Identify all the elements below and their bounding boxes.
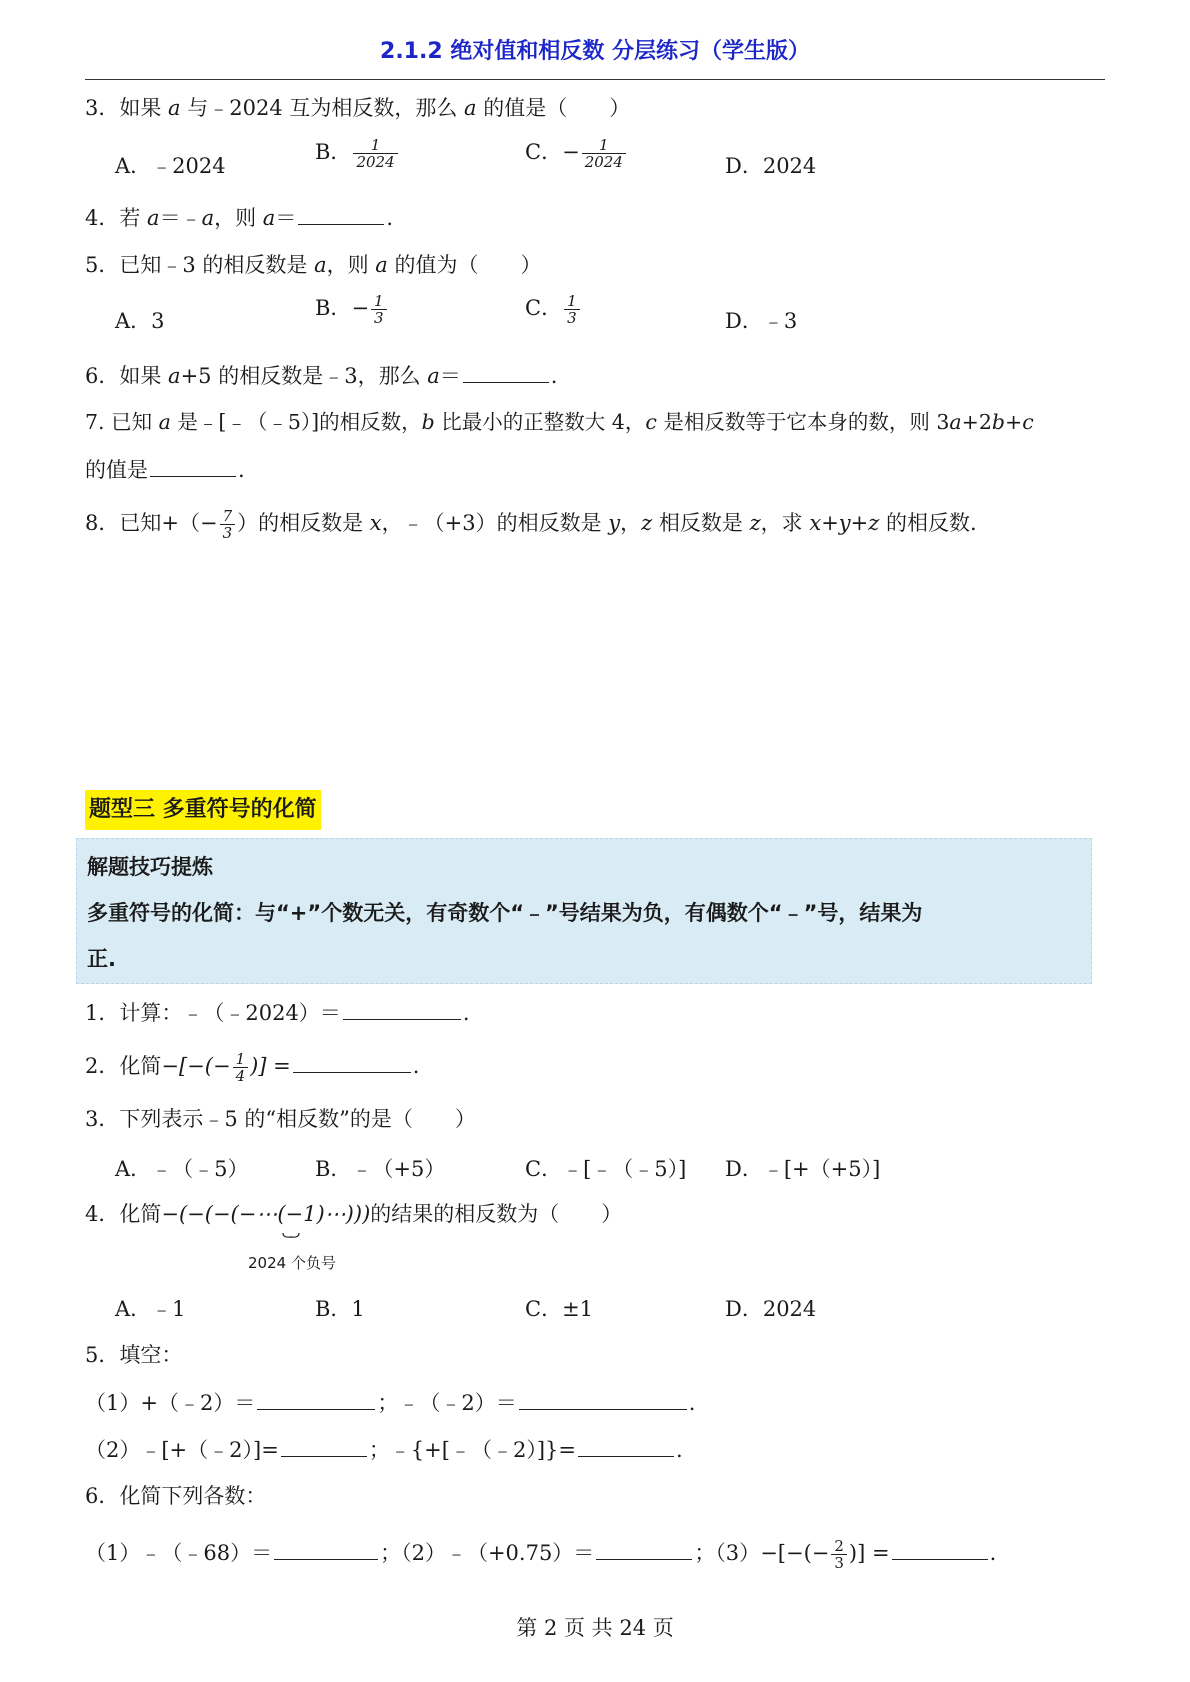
q5-option-c: C． $\frac{1}{3}$ bbox=[525, 292, 582, 326]
q4-answer-blank[interactable] bbox=[298, 202, 384, 225]
section-title: 题型三 多重符号的化简 bbox=[85, 790, 321, 830]
section3-question-3: 3．下列表示﹣5 的“相反数”的是（ ） bbox=[85, 1107, 476, 1131]
tip-line-2: 正. bbox=[87, 947, 116, 971]
s6-blank-1[interactable] bbox=[274, 1537, 378, 1560]
q3-option-a: A．﹣2024 bbox=[115, 154, 226, 178]
section3-question-5: 5．填空： bbox=[85, 1343, 183, 1367]
question-3: 3．如果 a 与﹣2024 互为相反数，那么 a 的值是（ ） bbox=[85, 96, 631, 120]
s3-option-c: C．﹣[﹣（﹣5）] bbox=[525, 1157, 687, 1181]
question-7-line-2: 的值是 . bbox=[85, 454, 245, 485]
s5-line-1: （1）+（﹣2）＝ ；﹣（﹣2）＝ . bbox=[85, 1387, 695, 1418]
underbrace-label: 2024 个负号 bbox=[248, 1254, 336, 1272]
q5-option-b: B．− $\frac{1}{3}$ bbox=[315, 292, 389, 326]
s6-blank-3[interactable] bbox=[892, 1537, 988, 1560]
q5-option-a: A．3 bbox=[115, 309, 165, 333]
question-6: 6．如果 a+5 的相反数是﹣3，那么 a＝ . bbox=[85, 360, 557, 391]
q5-option-d: D．﹣3 bbox=[725, 309, 798, 333]
s4-option-d: D．2024 bbox=[725, 1297, 817, 1321]
q7-answer-blank[interactable] bbox=[150, 454, 236, 477]
section3-question-2: 2．化简−[−(− $\frac{1}{4}$ )] = . bbox=[85, 1050, 420, 1085]
s6-blank-2[interactable] bbox=[596, 1537, 692, 1560]
question-7: 7. 已知 a 是﹣[﹣（﹣5）]的相反数，b 比最小的正整数大 4，c 是相反数等于它本身的数，则 3a+2b+c bbox=[85, 410, 1034, 434]
s4-option-b: B．1 bbox=[315, 1297, 365, 1321]
page-footer: 第 2 页 共 24 页 bbox=[516, 1616, 674, 1640]
section3-question-4: 4．化简−(−(−(−⋯(−1)⋯)))的结果的相反数为（ ） bbox=[85, 1202, 623, 1226]
header-title: 2.1.2 绝对值和相反数 分层练习（学生版） bbox=[380, 39, 810, 64]
s5-blank-1[interactable] bbox=[257, 1387, 375, 1410]
s3-option-a: A．﹣（﹣5） bbox=[115, 1157, 249, 1181]
q6-answer-blank[interactable] bbox=[463, 360, 549, 383]
s4-option-c: C．±1 bbox=[525, 1297, 594, 1321]
tip-box bbox=[76, 838, 1092, 984]
s5-blank-2[interactable] bbox=[519, 1387, 687, 1410]
tip-line-1: 多重符号的化简：与“+”个数无关，有奇数个“﹣”号结果为负，有偶数个“﹣”号，结果为 bbox=[87, 901, 923, 925]
s4-option-a: A．﹣1 bbox=[115, 1297, 186, 1321]
tip-title: 解题技巧提炼 bbox=[87, 855, 213, 879]
question-8: 8．已知+（− $\frac{7}{3}$ ）的相反数是 x，﹣（+3）的相反数是 y，z 相反数是 z，求 x+y+z 的相反数. bbox=[85, 507, 977, 542]
q3-option-b: B． $\frac{1}{2024}$ bbox=[315, 136, 400, 170]
underbrace-icon bbox=[282, 1232, 300, 1242]
question-5: 5．已知﹣3 的相反数是 a，则 a 的值为（ ） bbox=[85, 253, 542, 277]
header-rule bbox=[85, 79, 1105, 80]
s5-blank-4[interactable] bbox=[578, 1434, 674, 1457]
s3-option-d: D．﹣[+（+5）] bbox=[725, 1157, 881, 1181]
q3-option-c: C．− $\frac{1}{2024}$ bbox=[525, 136, 628, 170]
s5-blank-3[interactable] bbox=[281, 1434, 367, 1457]
s2-answer-blank[interactable] bbox=[293, 1050, 411, 1073]
s5-line-2: （2）﹣[+（﹣2）]= ；﹣{+[﹣（﹣2）]}= . bbox=[85, 1434, 683, 1465]
section3-question-6: 6．化简下列各数： bbox=[85, 1484, 267, 1508]
section3-question-1: 1．计算：﹣（﹣2024）＝ . bbox=[85, 997, 470, 1028]
s1-answer-blank[interactable] bbox=[343, 997, 461, 1020]
q3-option-d: D．2024 bbox=[725, 154, 817, 178]
s6-parts: （1）﹣（﹣68）＝ ；（2）﹣（+0.75）＝ ；（3）−[−(− $\frac{2}{3}$ )] = . bbox=[85, 1537, 997, 1572]
s3-option-b: B．﹣（+5） bbox=[315, 1157, 446, 1181]
question-4: 4．若 a＝﹣a，则 a＝ . bbox=[85, 202, 393, 233]
